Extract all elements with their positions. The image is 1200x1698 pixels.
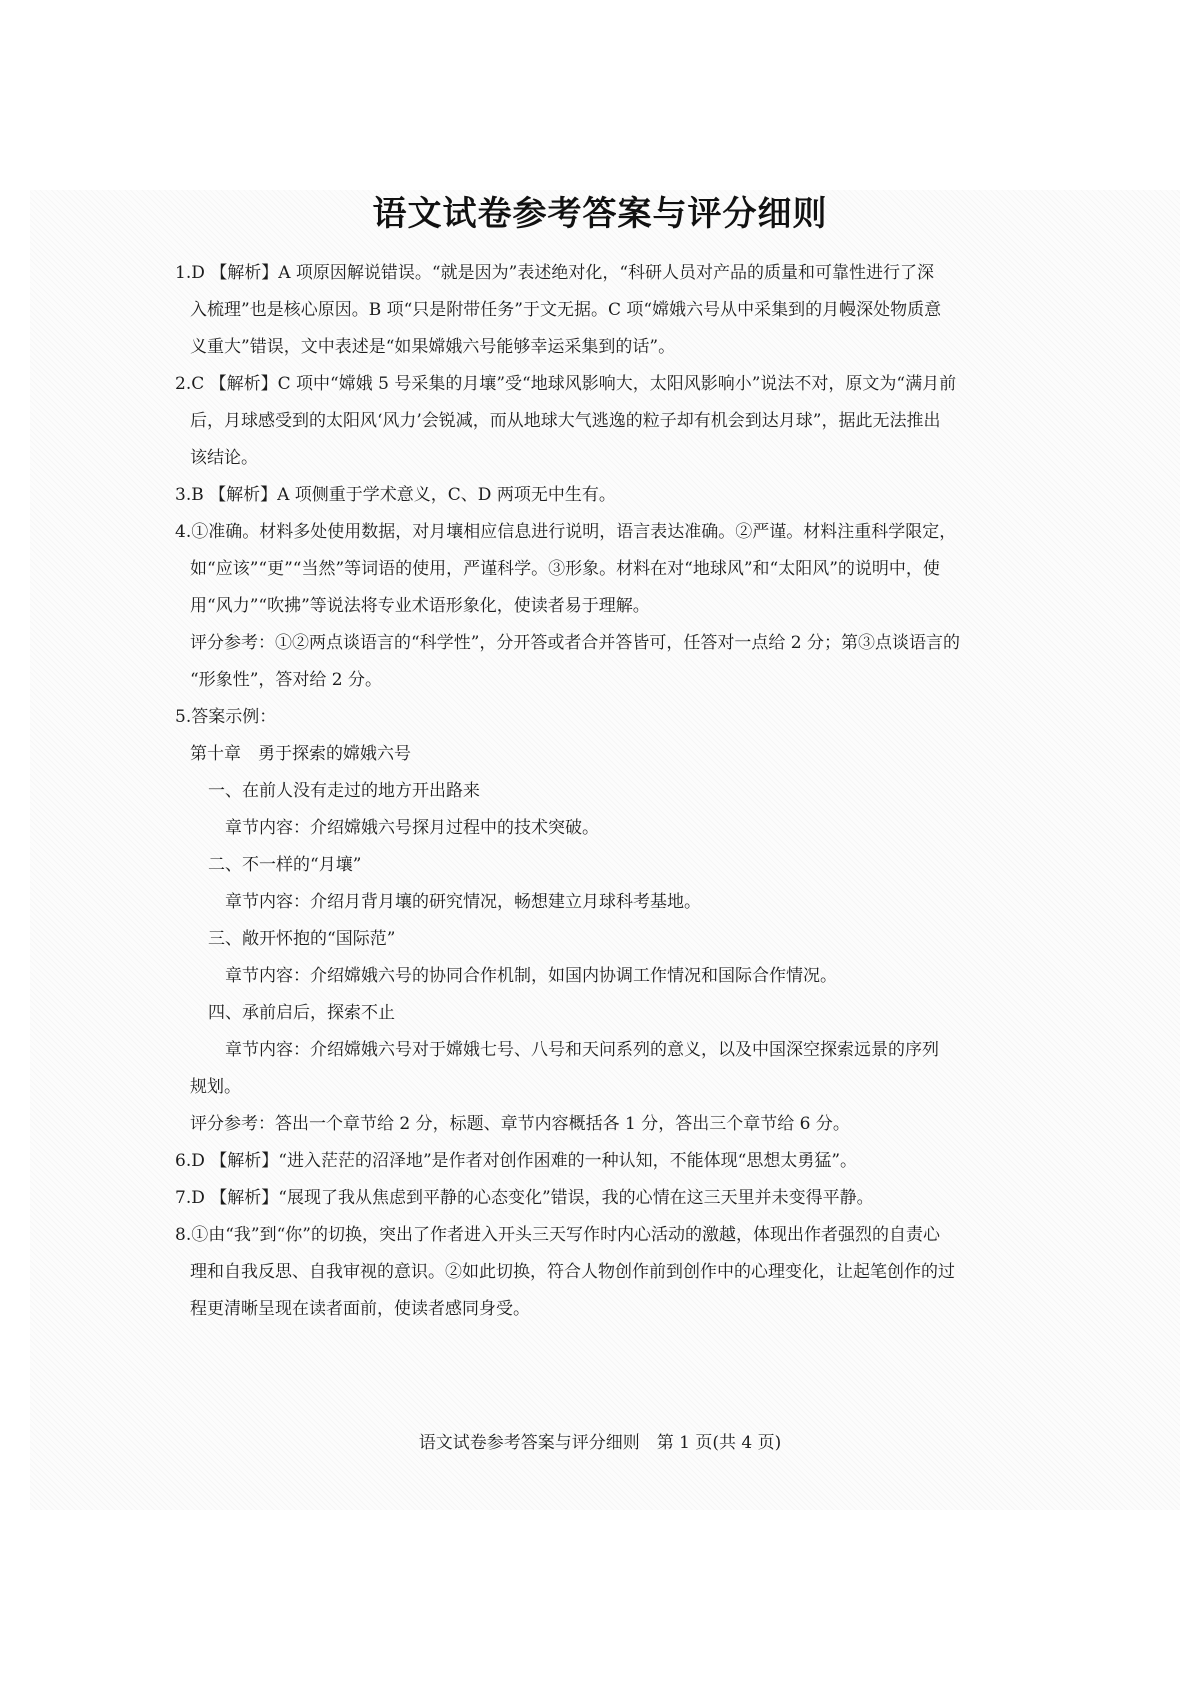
text-line: 评分参考：答出一个章节给 2 分，标题、章节内容概括各 1 分，答出三个章节给 6 分。 — [190, 1114, 850, 1134]
text-line: 章节内容：介绍嫦娥六号对于嫦娥七号、八号和天问系列的意义，以及中国深空探索远景的序列 — [225, 1040, 939, 1060]
text-line: 规划。 — [190, 1077, 241, 1097]
text-line: 入梳理”也是核心原因。B 项“只是附带任务”于文无据。C 项“嫦娥六号从中采集到的月幔深处物质意 — [190, 300, 942, 320]
text-line: 2.C 【解析】C 项中“嫦娥 5 号采集的月壤”受“地球风影响大，太阳风影响小”说法不对，原文为“满月前 — [175, 374, 957, 394]
text-line: 一、在前人没有走过的地方开出路来 — [208, 781, 480, 801]
text-line: 章节内容：介绍嫦娥六号探月过程中的技术突破。 — [225, 818, 599, 838]
text-line: 二、不一样的“月壤” — [208, 855, 362, 875]
text-line: 该结论。 — [190, 448, 258, 468]
text-line: 章节内容：介绍嫦娥六号的协同合作机制，如国内协调工作情况和国际合作情况。 — [225, 966, 837, 986]
text-line: 理和自我反思、自我审视的意识。②如此切换，符合人物创作前到创作中的心理变化，让起笔创作的过 — [190, 1262, 955, 1282]
text-line: 章节内容：介绍月背月壤的研究情况，畅想建立月球科考基地。 — [225, 892, 701, 912]
text-line: 6.D 【解析】“进入茫茫的沼泽地”是作者对创作困难的一种认知，不能体现“思想太勇猛”。 — [175, 1151, 858, 1171]
page-title: 语文试卷参考答案与评分细则 — [372, 194, 828, 234]
page-footer: 语文试卷参考答案与评分细则 第 1 页(共 4 页) — [418, 1433, 782, 1453]
text-line: 义重大”错误，文中表述是“如果嫦娥六号能够幸运采集到的话”。 — [190, 337, 676, 357]
text-line: 程更清晰呈现在读者面前，使读者感同身受。 — [190, 1299, 530, 1319]
text-line: 5.答案示例： — [175, 707, 277, 727]
text-line: 后，月球感受到的太阳风‘风力’会锐减，而从地球大气逃逸的粒子却有机会到达月球”，据此无法推出 — [190, 411, 941, 431]
text-line: 7.D 【解析】“展现了我从焦虑到平静的心态变化”错误，我的心情在这三天里并未变得平静。 — [175, 1188, 874, 1208]
text-line: 1.D 【解析】A 项原因解说错误。“就是因为”表述绝对化，“科研人员对产品的质量和可靠性进行了深 — [175, 263, 935, 283]
text-line: 如“应该”“更”“当然”等词语的使用，严谨科学。③形象。材料在对“地球风”和“太阳风”的说明中，使 — [190, 559, 940, 579]
text-line: 三、敞开怀抱的“国际范” — [208, 929, 396, 949]
text-line: 用“风力”“吹拂”等说法将专业术语形象化，使读者易于理解。 — [190, 596, 650, 616]
text-line: 3.B 【解析】A 项侧重于学术意义，C、D 两项无中生有。 — [175, 485, 616, 505]
text-line: 8.①由“我”到“你”的切换，突出了作者进入开头三天写作时内心活动的激越，体现出作者强烈的自责心 — [175, 1225, 940, 1245]
text-line: 4.①准确。材料多处使用数据，对月壤相应信息进行说明，语言表达准确。②严谨。材料注重科学限定， — [175, 522, 957, 542]
text-line: 四、承前启后，探索不止 — [208, 1003, 395, 1023]
text-line: 评分参考：①②两点谈语言的“科学性”，分开答或者合并答皆可，任答对一点给 2 分；第③点谈语言的 — [190, 633, 961, 653]
text-line: “形象性”，答对给 2 分。 — [190, 670, 383, 690]
text-line: 第十章 勇于探索的嫦娥六号 — [190, 744, 411, 764]
